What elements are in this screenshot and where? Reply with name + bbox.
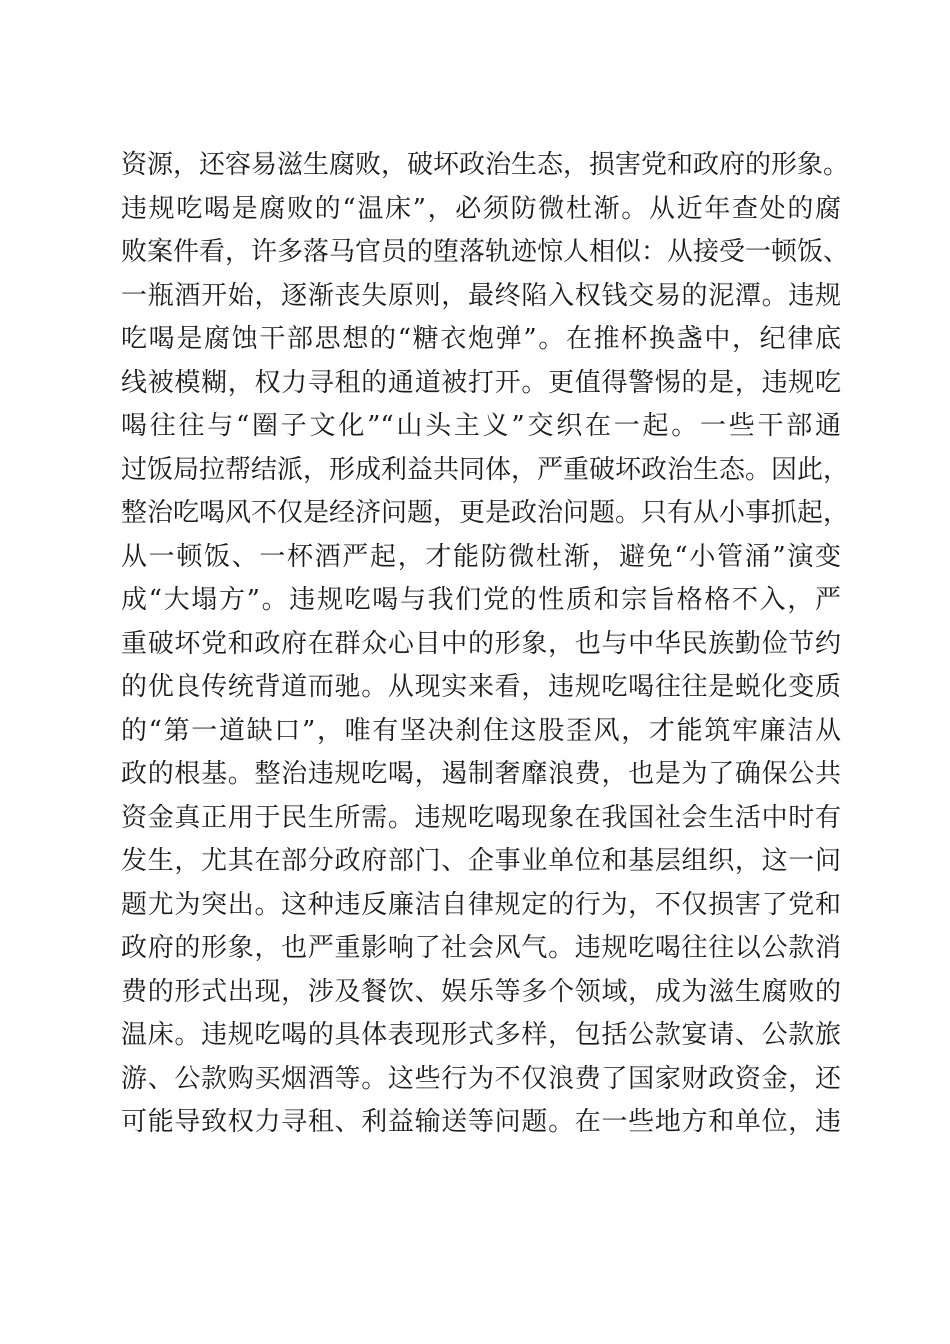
text-line: 的“第一道缺口”，唯有坚决刹住这股歪风，才能筑牢廉洁从 [121,715,841,746]
text-line: 政的根基。整治违规吃喝，遏制奢靡浪费，也是为了确保公共 [121,759,841,789]
text-line: 资源，还容易滋生腐败，破坏政治生态，损害党和政府的形象。 [121,150,850,180]
text-line: 一瓶酒开始，逐渐丧失原则，最终陷入权钱交易的泥潭。违规 [121,280,841,311]
text-line: 过饭局拉帮结派，形成利益共同体，严重破坏政治生态。因此， [121,454,850,485]
text-line: 线被模糊，权力寻租的通道被打开。更值得警惕的是，违规吃 [121,367,841,398]
text-line: 成“大塌方”。违规吃喝与我们党的性质和宗旨格格不入，严 [121,585,841,615]
text-line: 违规吃喝是腐败的“温床”，必须防微杜渐。从近年查处的腐 [121,193,841,224]
text-line: 的优良传统背道而驰。从现实来看，违规吃喝往往是蜕化变质 [121,672,841,702]
text-line: 吃喝是腐蚀干部思想的“糖衣炮弹”。在推杯换盏中，纪律底 [121,324,841,354]
text-line: 喝往往与“圈子文化”“山头主义”交织在一起。一些干部通 [121,411,841,441]
text-line: 发生，尤其在部分政府部门、企事业单位和基层组织，这一问 [121,846,841,876]
text-line: 资金真正用于民生所需。违规吃喝现象在我国社会生活中时有 [121,802,841,833]
text-line: 从一顿饭、一杯酒严起，才能防微杜渐，避免“小管涌”演变 [121,541,841,572]
text-line: 败案件看，许多落马官员的堕落轨迹惊人相似：从接受一顿饭、 [121,237,850,267]
text-line: 政府的形象，也严重影响了社会风气。违规吃喝往往以公款消 [121,933,841,963]
text-line: 可能导致权力寻租、利益输送等问题。在一些地方和单位，违 [121,1107,841,1137]
text-line: 整治吃喝风不仅是经济问题，更是政治问题。只有从小事抓起， [121,498,850,528]
text-line: 温床。违规吃喝的具体表现形式多样，包括公款宴请、公款旅 [121,1020,841,1050]
body-paragraph [121,144,850,1145]
text-line: 游、公款购买烟酒等。这些行为不仅浪费了国家财政资金，还 [121,1063,841,1094]
text-line: 题尤为突出。这种违反廉洁自律规定的行为，不仅损害了党和 [121,889,841,920]
text-line: 费的形式出现，涉及餐饮、娱乐等多个领域，成为滋生腐败的 [121,976,841,1007]
text-line: 重破坏党和政府在群众心目中的形象，也与中华民族勤俭节约 [121,628,841,659]
